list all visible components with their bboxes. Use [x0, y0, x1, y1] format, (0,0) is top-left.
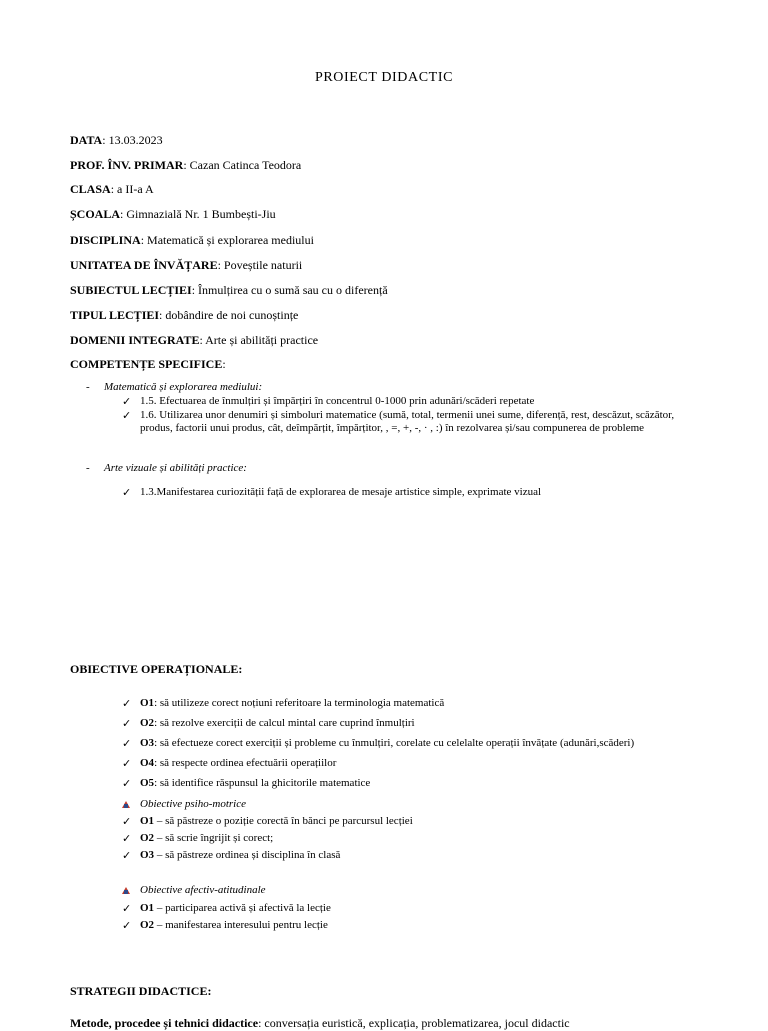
dash-bullet: -	[86, 381, 90, 393]
field-tipul: TIPUL LECȚIEI: dobândire de noi cunoștințe	[70, 308, 299, 322]
field-domenii: DOMENII INTEGRATE: Arte și abilități practice	[70, 333, 319, 347]
check-icon: ✓	[122, 738, 132, 750]
check-icon: ✓	[122, 718, 132, 730]
obiectiv-item: O4: să respecte ordinea efectuării operațiilor	[140, 757, 337, 769]
check-icon: ✓	[122, 758, 132, 770]
check-icon: ✓	[122, 850, 132, 862]
arrow-bullet-icon	[122, 801, 130, 808]
competenta-item: 1.5. Efectuarea de înmulțiri și împărțiri în concentrul 0-1000 prin adunări/scăderi repetate	[140, 395, 535, 407]
field-data: DATA: 13.03.2023	[70, 133, 163, 147]
check-icon: ✓	[122, 698, 132, 710]
obiective-heading: OBIECTIVE OPERAȚIONALE:	[70, 662, 243, 676]
field-subiectul: SUBIECTUL LECȚIEI: Înmulțirea cu o sumă sau cu o diferență	[70, 283, 388, 297]
afectiv-title: Obiective afectiv-atitudinale	[140, 884, 266, 896]
obiectiv-item: O1: să utilizeze corect noțiuni referitoare la terminologia matematică	[140, 697, 445, 709]
competenta-item: 1.3.Manifestarea curiozității față de explorarea de mesaje artistice simple, exprimate vizual	[140, 486, 542, 498]
competente-group-title: Matematică și explorarea mediului:	[104, 381, 263, 393]
field-profesor: PROF. ÎNV. PRIMAR: Cazan Catinca Teodora	[70, 158, 302, 172]
check-icon: ✓	[122, 903, 132, 915]
check-icon: ✓	[122, 487, 132, 499]
check-icon: ✓	[122, 778, 132, 790]
competente-group-title: Arte vizuale și abilități practice:	[104, 462, 247, 474]
check-icon: ✓	[122, 396, 132, 408]
check-icon: ✓	[122, 410, 132, 422]
competenta-item: 1.6. Utilizarea unor denumiri și simboluri matematice (sumă, total, termenii unei sume, diferență, rest, descăzut, scăzător, produs, factorii unui produs, cât, deîmpărțit, împărțitor, , =, +, -, · , :) în rezolvarea și/sau compunerea de probleme	[140, 409, 675, 434]
field-disciplina: DISCIPLINA: Matematică și explorarea mediului	[70, 233, 314, 247]
arrow-bullet-icon	[122, 887, 130, 894]
document-title: PROIECT DIDACTIC	[314, 70, 454, 85]
strategii-heading: STRATEGII DIDACTICE:	[70, 984, 212, 998]
dash-bullet: -	[86, 462, 90, 474]
field-unitatea: UNITATEA DE ÎNVĂȚARE: Poveștile naturii	[70, 258, 303, 272]
check-icon: ✓	[122, 833, 132, 845]
strategii-metode: Metode, procedee și tehnici didactice: conversația euristică, explicația, problematizarea, jocul didactic	[70, 1016, 570, 1030]
obiectiv-item: O1 – să păstreze o poziție corectă în bănci pe parcursul lecției	[140, 815, 413, 827]
check-icon: ✓	[122, 816, 132, 828]
field-scoala: ȘCOALA: Gimnazială Nr. 1 Bumbești-Jiu	[70, 207, 276, 221]
obiectiv-item: O3 – să păstreze ordinea și disciplina în clasă	[140, 849, 341, 861]
obiectiv-item: O2 – să scrie îngrijit și corect;	[140, 832, 274, 844]
obiectiv-item: O5: să identifice răspunsul la ghicitorile matematice	[140, 777, 371, 789]
obiectiv-item: O3: să efectueze corect exerciții și probleme cu înmulțiri, corelate cu celelalte operații învățate (adunări,scăderi)	[140, 737, 635, 749]
field-competente: COMPETENȚE SPECIFICE:	[70, 357, 226, 371]
check-icon: ✓	[122, 920, 132, 932]
obiectiv-item: O2: să rezolve exerciții de calcul mintal care cuprind înmulțiri	[140, 717, 415, 729]
psiho-title: Obiective psiho-motrice	[140, 798, 246, 810]
obiectiv-item: O1 – participarea activă și afectivă la lecție	[140, 902, 331, 914]
field-clasa: CLASA: a II-a A	[70, 182, 154, 196]
obiectiv-item: O2 – manifestarea interesului pentru lecție	[140, 919, 328, 931]
